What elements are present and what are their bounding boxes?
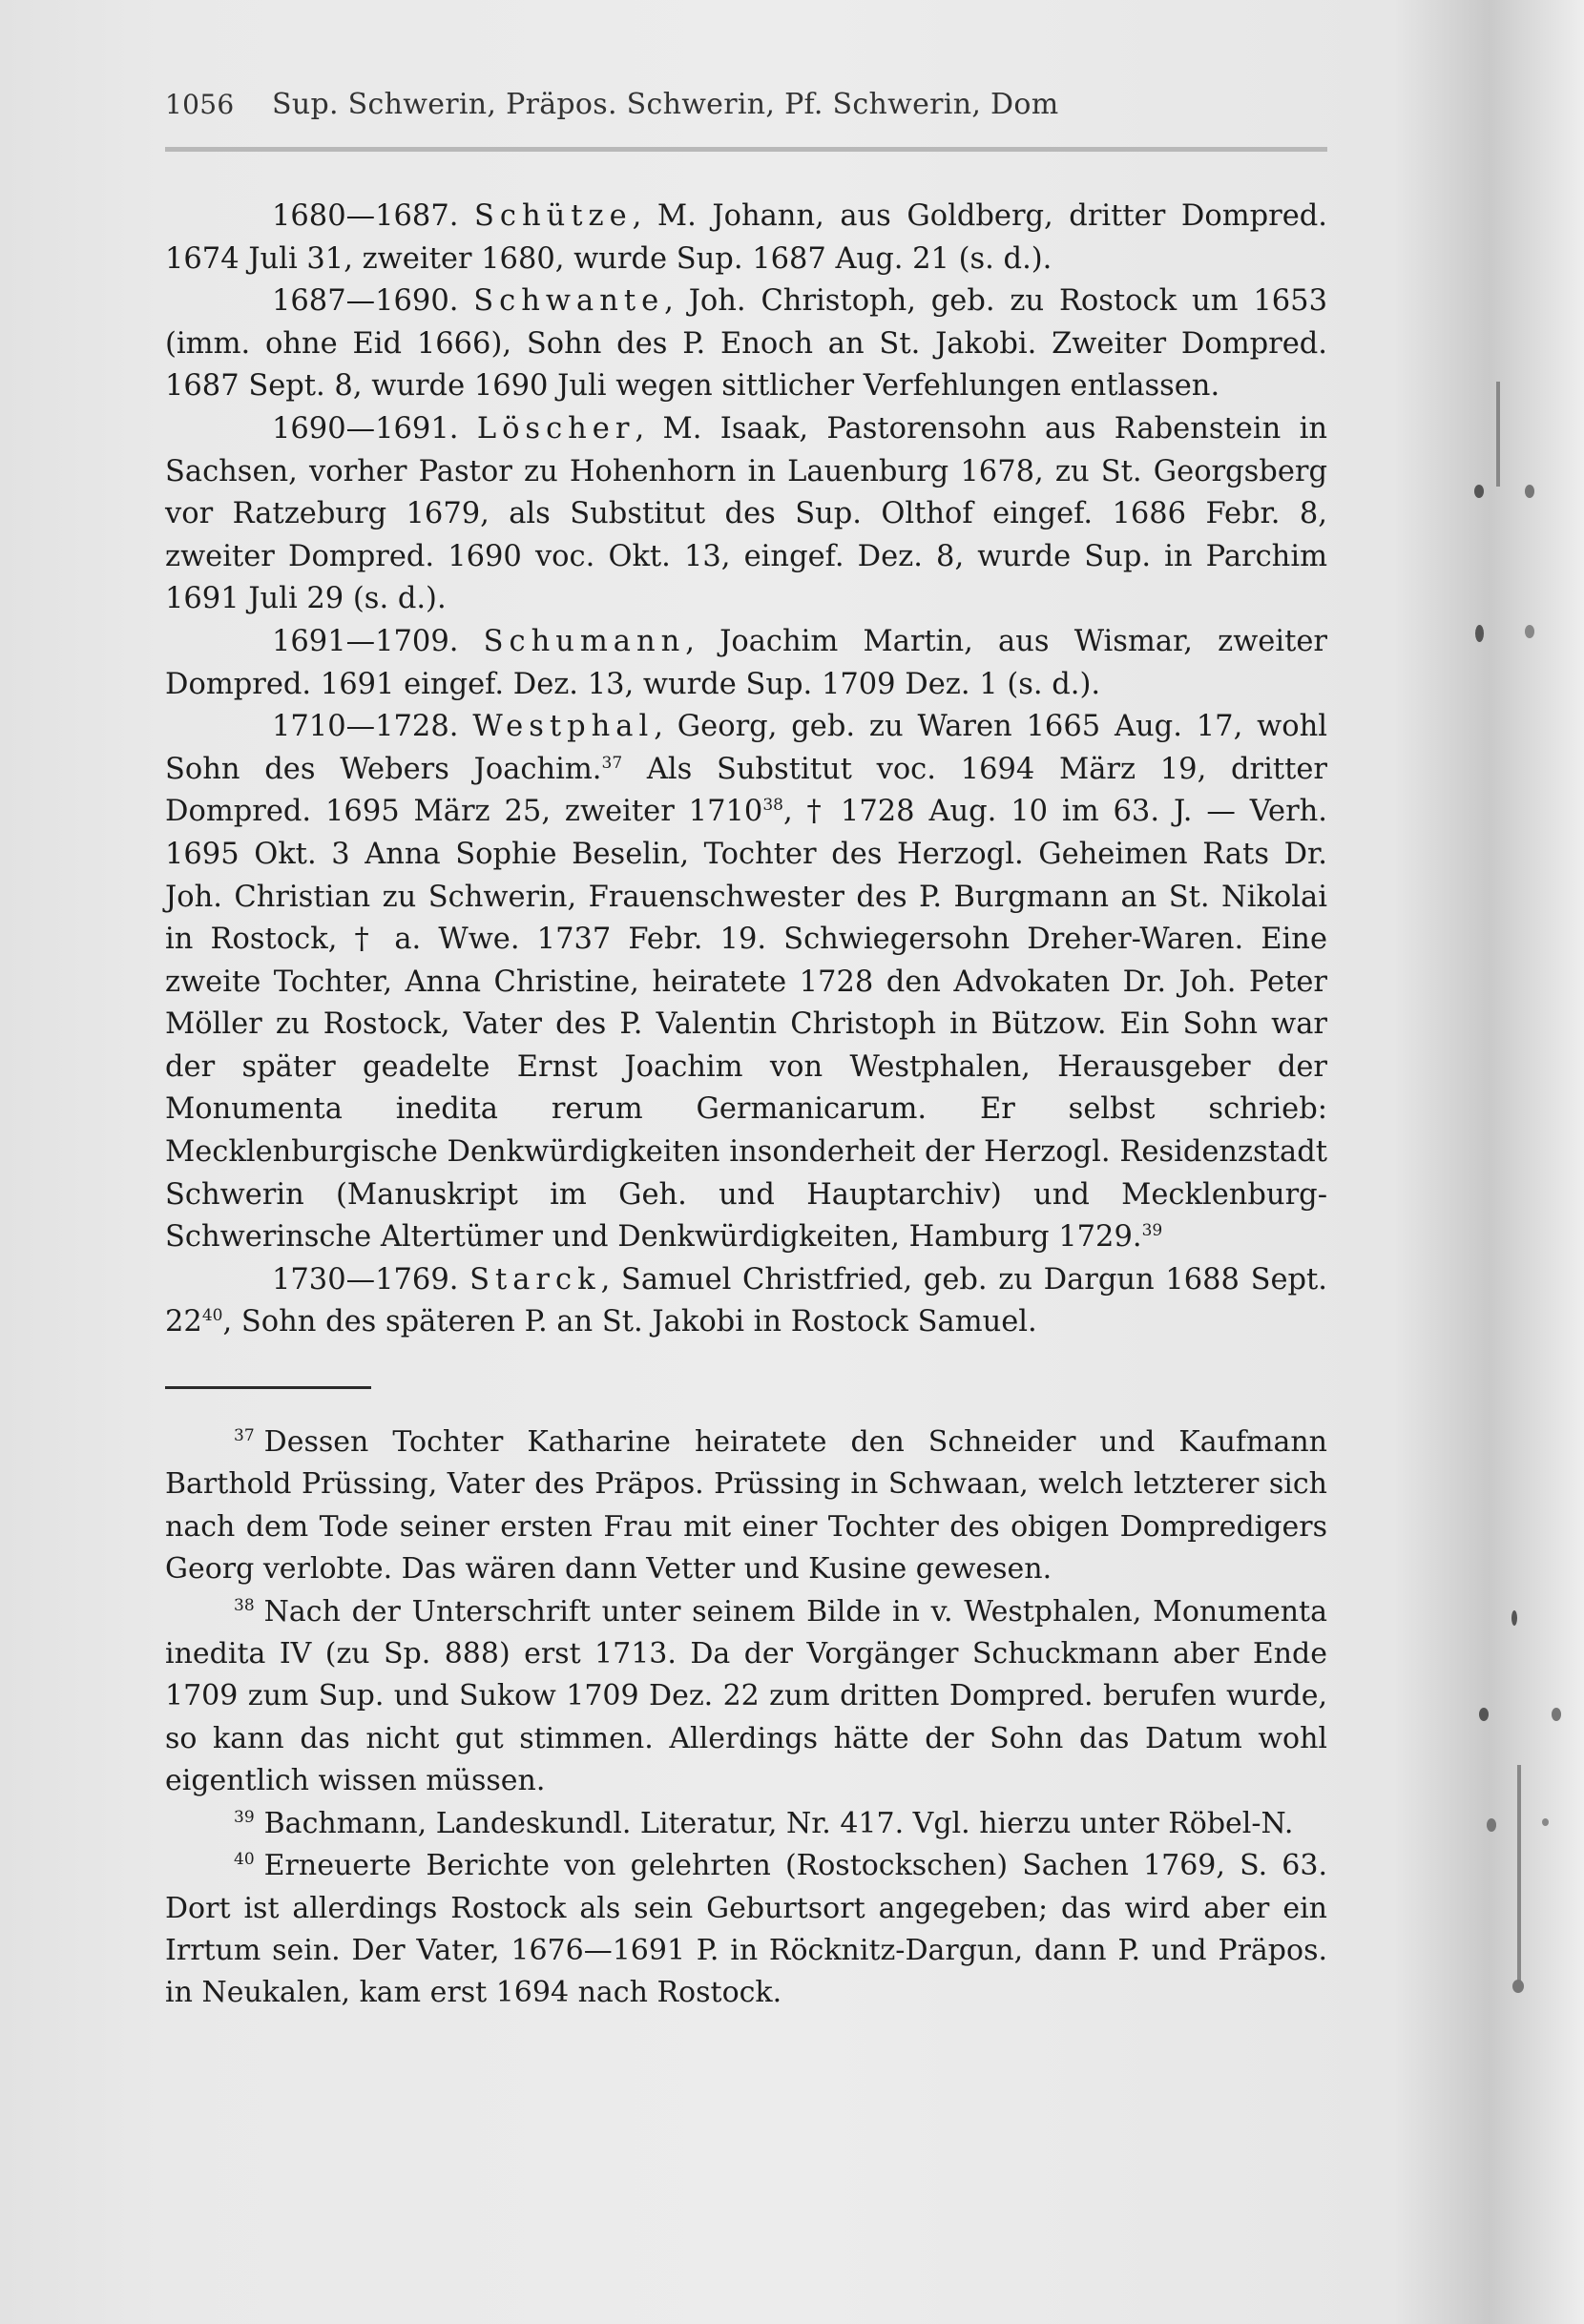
entry-years: 1680—1687.: [272, 199, 459, 233]
entry-name: Westphal: [472, 710, 655, 744]
entry-years: 1687—1690.: [272, 284, 459, 319]
book-page: [165, 88, 1327, 2015]
scan-artifact: [1496, 382, 1500, 487]
entry-schuetze: [165, 196, 1327, 280]
footnote-text: Erneuerte Berichte von gelehrten (Rostockschen) Sachen 1769, S. 63. Dort ist allerdings Rostock als sein Geburtsort angegeben; das wird aber ein Irrtum sein. Der Vater, 1676—1691 P. in Röcknitz-Dargun, dann P. und Präpos. in Neukalen, kam erst 1694 nach Rostock.: [165, 1849, 1327, 2010]
entry-name: Schütze: [474, 199, 633, 233]
scan-artifact: [1542, 1818, 1549, 1826]
entry-text: , † 1728 Aug. 10 im 63. J. — Verh. 1695 Okt. 3 Anna Sophie Beselin, Tochter des Herzogl. Geheimen Rats Dr. Joh. Christian zu Schwerin, Frauenschwester des P. Burgmann an St. Nikolai in Rostock, † a. Wwe. 1737 Febr. 19. Schwiegersohn Dreher-Waren. Eine zweite Tochter, Anna Christine, heiratete 1728 den Advokaten Dr. Joh. Peter Möller zu Rostock, Vater des P. Valentin Christoph in Bützow. Ein Sohn war der später geadelte Ernst Joachim von Westphalen, Herausgeber der Monumenta inedita rerum Germanicarum. Er selbst schrieb: Mecklenburgische Denkwürdigkeiten insonderheit der Herzogl. Residenzstadt Schwerin (Manuskript im Geh. und Hauptarchiv) und Mecklenburg-Schwerinsche Altertümer und Denkwürdigkeiten, Hamburg 1729.: [165, 795, 1327, 1255]
footnote-39: [165, 1803, 1327, 1845]
entry-name: Löscher: [476, 411, 636, 446]
entry-text: , Samuel Christfried, geb. zu Dargun 1688 Sept. 22: [165, 1262, 1327, 1339]
entry-text: , Joachim Martin, aus Wismar, zweiter Dompred. 1691 eingef. Dez. 13, wurde Sup. 1709 Dez. 1 (s. d.).: [165, 624, 1327, 701]
footnote-text: Dessen Tochter Katharine heiratete den Schneider und Kaufmann Barthold Prüssing, Vater des Präpos. Prüssing in Schwaan, welch letzterer sich nach dem Tode seiner ersten Frau mit einer Tochter des obigen Dompredigers Georg verlobte. Das wären dann Vetter und Kusine gewesen.: [165, 1425, 1327, 1587]
entry-years: 1690—1691.: [272, 411, 459, 446]
entry-starck: [165, 1259, 1327, 1344]
scan-artifact: [1517, 1765, 1521, 1984]
entry-name: Schumann: [483, 624, 686, 658]
entry-name: Starck: [469, 1262, 601, 1297]
scan-artifact: [1552, 1708, 1561, 1721]
footnotes: [165, 1421, 1327, 2015]
footnote-number: 38: [234, 1595, 255, 1615]
scan-artifact: [1474, 485, 1484, 498]
entry-schwante: [165, 280, 1327, 408]
entry-text: Als Substitut voc. 1694 März 19, dritter Dompred. 1695 März 25, zweiter 1710: [165, 752, 1327, 829]
scan-artifact: [1487, 1818, 1496, 1832]
footnote-ref-40[interactable]: 40: [201, 1306, 223, 1326]
entry-westphal: [165, 706, 1327, 1259]
running-title: Sup. Schwerin, Präpos. Schwerin, Pf. Schwerin, Dom: [272, 88, 1059, 121]
entry-years: 1730—1769.: [272, 1262, 459, 1297]
entry-text: , M. Isaak, Pastorensohn aus Rabenstein in Sachsen, vorher Pastor zu Hohenhorn in Lauenburg 1678, zu St. Georgsberg vor Ratzeburg 1679, als Substitut des Sup. Olthof eingef. 1686 Febr. 8, zweiter Dompred. 1690 voc. Okt. 13, eingef. Dez. 8, wurde Sup. in Parchim 1691 Juli 29 (s. d.).: [165, 411, 1327, 616]
entry-years: 1710—1728.: [272, 710, 459, 744]
scan-artifact: [1479, 1708, 1489, 1721]
footnote-number: 40: [234, 1850, 255, 1870]
footnote-divider: [165, 1386, 371, 1389]
running-header: [165, 88, 1327, 152]
entry-text: , M. Johann, aus Goldberg, dritter Dompred. 1674 Juli 31, zweiter 1680, wurde Sup. 1687 Aug. 21 (s. d.).: [165, 199, 1327, 276]
footnote-number: 37: [234, 1426, 255, 1446]
footnote-ref-38[interactable]: 38: [762, 796, 783, 816]
scan-artifact: [1512, 1980, 1524, 1993]
footnote-ref-39[interactable]: 39: [1141, 1221, 1163, 1241]
scan-artifact: [1525, 625, 1534, 638]
footnote-40: [165, 1845, 1327, 2015]
entry-text: , Georg, geb. zu Waren 1665 Aug. 17, wohl Sohn des Webers Joachim.: [165, 710, 1327, 786]
page-number: 1056: [165, 89, 235, 120]
entry-years: 1691—1709.: [272, 624, 459, 658]
entry-loescher: [165, 408, 1327, 621]
footnote-37: [165, 1421, 1327, 1591]
footnote-ref-37[interactable]: 37: [601, 753, 623, 773]
footnote-text: Bachmann, Landeskundl. Literatur, Nr. 417. Vgl. hierzu unter Röbel-N.: [263, 1806, 1294, 1840]
entry-schumann: [165, 621, 1327, 706]
scan-artifact: [1475, 625, 1484, 642]
entry-text: , Sohn des späteren P. an St. Jakobi in Rostock Samuel.: [222, 1305, 1037, 1339]
main-text: [165, 196, 1327, 1344]
scan-artifact: [1525, 485, 1534, 498]
scan-artifact: [1511, 1610, 1517, 1626]
footnote-38: [165, 1591, 1327, 1803]
footnote-text: Nach der Unterschrift unter seinem Bilde in v. Westphalen, Monumenta inedita IV (zu Sp. 888) erst 1713. Da der Vorgänger Schuckmann aber Ende 1709 zum Sup. und Sukow 1709 Dez. 22 zum dritten Dompred. berufen wurde, so kann das nicht gut stimmen. Allerdings hätte der Sohn das Datum wohl eigentlich wissen müssen.: [165, 1594, 1327, 1798]
footnote-number: 39: [234, 1807, 255, 1827]
entry-text: , Joh. Christoph, geb. zu Rostock um 1653 (imm. ohne Eid 1666), Sohn des P. Enoch an St. Jakobi. Zweiter Dompred. 1687 Sept. 8, wurde 1690 Juli wegen sittlicher Verfehlungen entlassen.: [165, 284, 1327, 404]
entry-name: Schwante: [473, 284, 665, 319]
